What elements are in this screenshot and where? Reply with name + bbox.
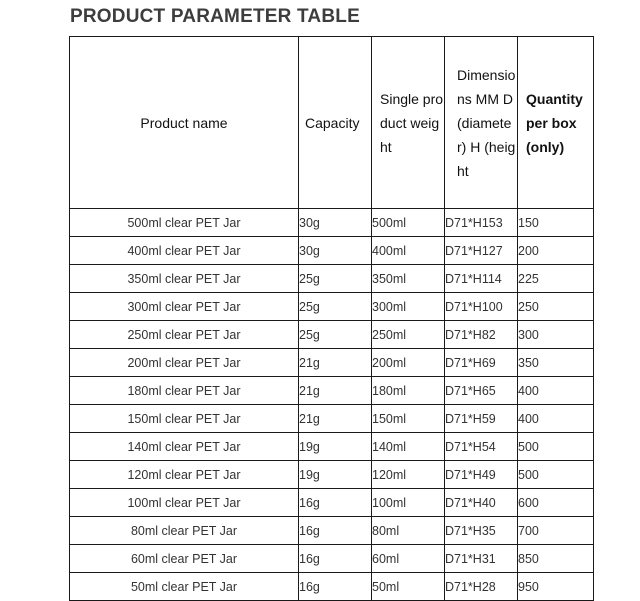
cell-dimensions: D71*H31 (445, 545, 518, 573)
header-dimensions (445, 37, 518, 209)
cell-quantity: 500 (518, 461, 594, 489)
table-row (70, 461, 594, 489)
cell-capacity: 21g (299, 405, 372, 433)
header-product-name-label: Product name (140, 114, 228, 131)
table-row (70, 209, 594, 237)
cell-single-weight: 50ml (372, 573, 445, 601)
cell-capacity: 21g (299, 349, 372, 377)
table-row (70, 237, 594, 265)
product-parameter-table (69, 36, 594, 601)
cell-capacity: 16g (299, 517, 372, 545)
cell-dimensions: D71*H65 (445, 377, 518, 405)
cell-single-weight: 250ml (372, 321, 445, 349)
table-row (70, 573, 594, 601)
cell-single-weight: 150ml (372, 405, 445, 433)
header-quantity-label: Quantity per box (only) (526, 90, 583, 155)
cell-quantity: 850 (518, 545, 594, 573)
cell-dimensions: D71*H59 (445, 405, 518, 433)
header-product-name (70, 37, 299, 209)
header-single-weight-label: Single product weight (380, 90, 444, 155)
cell-product-name: 350ml clear PET Jar (70, 265, 299, 293)
cell-product-name: 300ml clear PET Jar (70, 293, 299, 321)
cell-dimensions: D71*H69 (445, 349, 518, 377)
cell-quantity: 200 (518, 237, 594, 265)
cell-dimensions: D71*H114 (445, 265, 518, 293)
table-row (70, 321, 594, 349)
header-dimensions-label: Dimensions MM D (diameter) H (height (457, 66, 516, 179)
cell-single-weight: 350ml (372, 265, 445, 293)
cell-dimensions: D71*H40 (445, 489, 518, 517)
cell-quantity: 400 (518, 405, 594, 433)
cell-single-weight: 120ml (372, 461, 445, 489)
cell-capacity: 21g (299, 377, 372, 405)
cell-dimensions: D71*H28 (445, 573, 518, 601)
cell-product-name: 60ml clear PET Jar (70, 545, 299, 573)
cell-product-name: 200ml clear PET Jar (70, 349, 299, 377)
cell-product-name: 100ml clear PET Jar (70, 489, 299, 517)
cell-product-name: 80ml clear PET Jar (70, 517, 299, 545)
cell-quantity: 350 (518, 349, 594, 377)
cell-single-weight: 60ml (372, 545, 445, 573)
cell-capacity: 25g (299, 321, 372, 349)
table-row (70, 349, 594, 377)
header-quantity (518, 37, 594, 209)
cell-single-weight: 140ml (372, 433, 445, 461)
cell-product-name: 400ml clear PET Jar (70, 237, 299, 265)
cell-capacity: 16g (299, 573, 372, 601)
cell-quantity: 400 (518, 377, 594, 405)
cell-capacity: 19g (299, 461, 372, 489)
header-capacity (299, 37, 372, 209)
cell-single-weight: 500ml (372, 209, 445, 237)
cell-dimensions: D71*H82 (445, 321, 518, 349)
cell-dimensions: D71*H35 (445, 517, 518, 545)
table-row (70, 489, 594, 517)
cell-product-name: 500ml clear PET Jar (70, 209, 299, 237)
cell-quantity: 250 (518, 293, 594, 321)
cell-product-name: 180ml clear PET Jar (70, 377, 299, 405)
cell-product-name: 140ml clear PET Jar (70, 433, 299, 461)
table-row (70, 377, 594, 405)
cell-single-weight: 400ml (372, 237, 445, 265)
cell-product-name: 50ml clear PET Jar (70, 573, 299, 601)
cell-product-name: 150ml clear PET Jar (70, 405, 299, 433)
cell-product-name: 120ml clear PET Jar (70, 461, 299, 489)
table-row (70, 265, 594, 293)
cell-capacity: 30g (299, 237, 372, 265)
table-row (70, 433, 594, 461)
cell-capacity: 25g (299, 293, 372, 321)
cell-dimensions: D71*H100 (445, 293, 518, 321)
table-header (70, 37, 594, 209)
cell-quantity: 950 (518, 573, 594, 601)
cell-quantity: 600 (518, 489, 594, 517)
cell-quantity: 300 (518, 321, 594, 349)
header-capacity-label: Capacity (305, 114, 360, 131)
cell-quantity: 700 (518, 517, 594, 545)
table-row (70, 293, 594, 321)
cell-capacity: 30g (299, 209, 372, 237)
header-row (70, 37, 594, 209)
header-single-weight (372, 37, 445, 209)
cell-single-weight: 200ml (372, 349, 445, 377)
cell-dimensions: D71*H49 (445, 461, 518, 489)
cell-dimensions: D71*H54 (445, 433, 518, 461)
cell-quantity: 225 (518, 265, 594, 293)
table-body (70, 209, 594, 601)
cell-quantity: 500 (518, 433, 594, 461)
cell-capacity: 19g (299, 433, 372, 461)
cell-single-weight: 300ml (372, 293, 445, 321)
table-row (70, 517, 594, 545)
cell-single-weight: 180ml (372, 377, 445, 405)
page-title: PRODUCT PARAMETER TABLE (70, 6, 360, 27)
cell-product-name: 250ml clear PET Jar (70, 321, 299, 349)
cell-dimensions: D71*H153 (445, 209, 518, 237)
table-row (70, 545, 594, 573)
cell-single-weight: 80ml (372, 517, 445, 545)
cell-capacity: 16g (299, 489, 372, 517)
cell-quantity: 150 (518, 209, 594, 237)
cell-capacity: 25g (299, 265, 372, 293)
cell-dimensions: D71*H127 (445, 237, 518, 265)
cell-capacity: 16g (299, 545, 372, 573)
cell-single-weight: 100ml (372, 489, 445, 517)
table-row (70, 405, 594, 433)
